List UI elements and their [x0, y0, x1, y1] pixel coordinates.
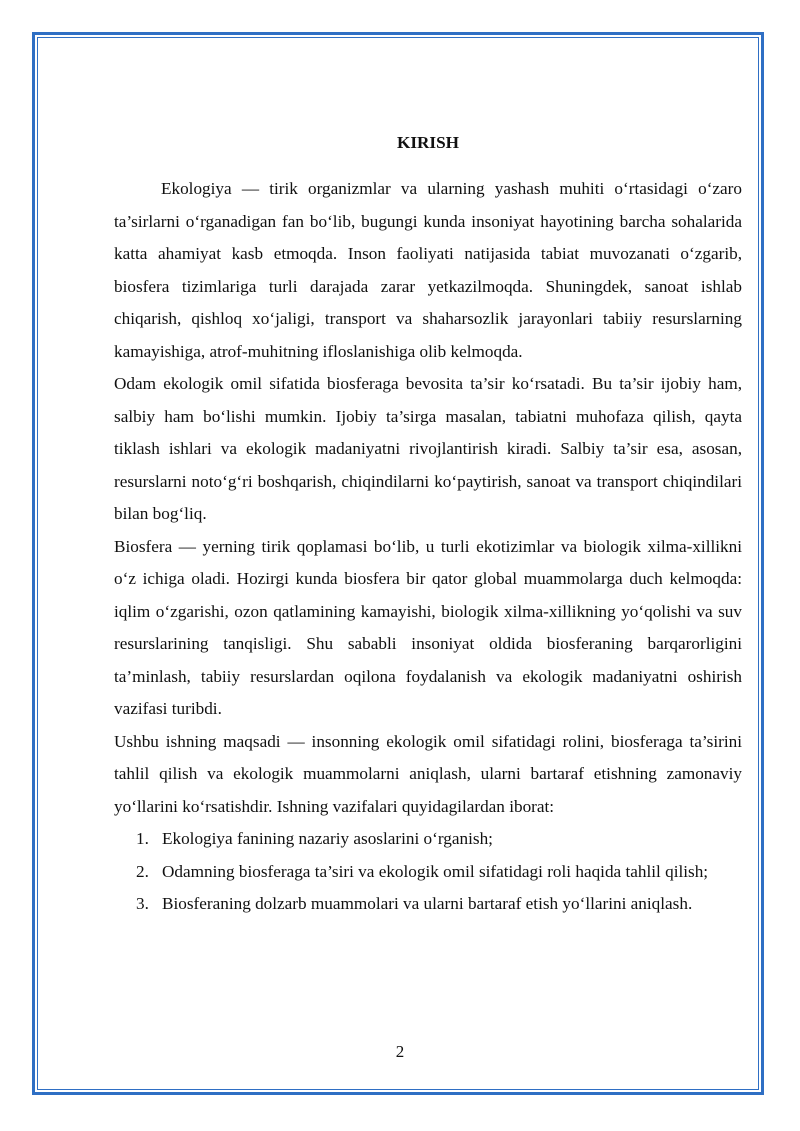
- task-number: 1.: [136, 829, 149, 848]
- document-body: [114, 125, 742, 921]
- intro-paragraph: Ekologiya — tirik organizmlar va ularning yashash muhiti o‘rtasidagi o‘zaro ta’sirlarni o‘rganadigan fan bo‘lib, bugungi kunda insoniyat hayotining barcha sohalarida katta ahamiyat kasb etmoqda. Inson faoliyati natijasida tabiat muvozanati o‘zgarib, biosfera tizimlariga turli darajada zarar yetkazilmoqda. Shuningdek, sanoat ishlab chiqarish, qishloq xo‘jaligi, transport va shaharsozlik jarayonlari tabiiy resurslarning kamayishiga, atrof-muhitning ifloslanishiga olib kelmoqda.: [114, 179, 742, 361]
- human-impact-paragraph: Odam ekologik omil sifatida biosferaga bevosita ta’sir ko‘rsatadi. Bu ta’sir ijobiy ham, salbiy ham bo‘lishi mumkin. Ijobiy ta’sirga masalan, tabiatni muhofaza qilish, qayta tiklash ishlari va ekologik madaniyatni rivojlantirish kiradi. Salbiy ta’sir esa, asosan, resurslarni noto‘g‘ri boshqarish, chiqindilarni ko‘paytirish, sanoat va transport chiqindilari bilan bog‘liq.: [114, 374, 742, 523]
- task-item: [136, 823, 742, 856]
- section-title: KIRISH: [396, 133, 460, 152]
- task-item: [136, 856, 742, 889]
- task-text: Ekologiya fanining nazariy asoslarini o‘rganish;: [162, 829, 493, 848]
- task-item: [136, 888, 742, 921]
- task-text: Biosferaning dolzarb muammolari va ularni bartaraf etish yo‘llarini aniqlash.: [162, 894, 693, 913]
- task-text: Odamning biosferaga ta’siri va ekologik omil sifatidagi roli haqida tahlil qilish;: [162, 861, 709, 881]
- task-number: 3.: [136, 894, 149, 913]
- task-list: [114, 823, 742, 921]
- aim-paragraph: Ushbu ishning maqsadi — insonning ekologik omil sifatidagi rolini, biosferaga ta’sirini tahlil qilish va ekologik muammolarni aniqlash, ularni bartaraf etishning zamonaviy yo‘llarini ko‘rsatishdir. Ishning vazifalari quyidagilardan iborat:: [114, 731, 742, 816]
- page-number: 2: [395, 1042, 405, 1061]
- task-number: 2.: [136, 861, 149, 881]
- biosphere-paragraph: Biosfera — yerning tirik qoplamasi bo‘lib, u turli ekotizimlar va biologik xilma-xillikni o‘z ichiga oladi. Hozirgi kunda biosfera bir qator global muammolarga duch kelmoqda: iqlim o‘zgarishi, ozon qatlamining kamayishi, biologik xilma-xillikning yo‘qolishi va suv resurslarining tanqisligi. Shu sababli insoniyat oldida biosferaning barqarorligini ta’minlash, tabiiy resurslardan oqilona foydalanish va ekologik madaniyatni oshirish vazifasi turibdi.: [114, 536, 742, 718]
